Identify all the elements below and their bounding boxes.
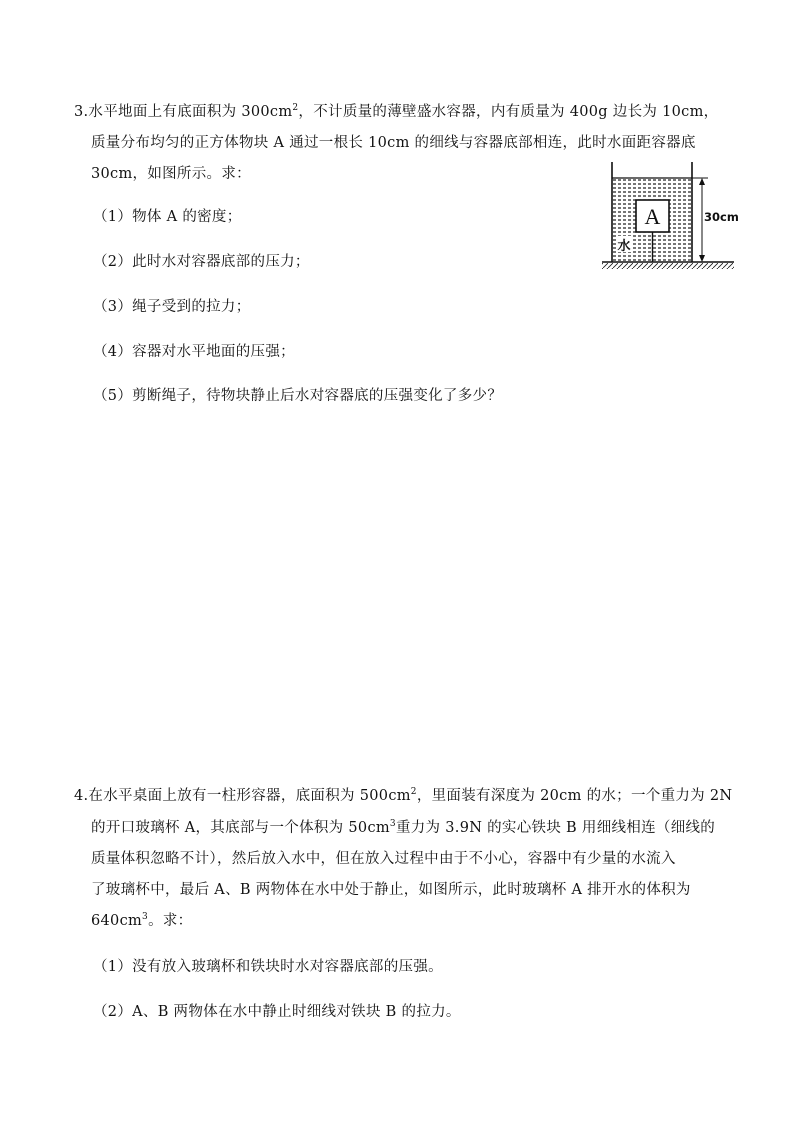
- q4-line-5-sup: 3: [142, 912, 149, 923]
- block-a-label: A: [644, 204, 661, 229]
- q4-line-2-text: 的开口玻璃杯 A，其底部与一个体积为 50cm: [91, 820, 390, 836]
- q3-line-1-text: 3.水平地面上有底面积为 300cm: [74, 104, 293, 120]
- depth-label: 30cm: [704, 210, 738, 224]
- q4-line-2: [91, 818, 715, 838]
- q4-sub-1: （1）没有放入玻璃杯和铁块时水对容器底部的压强。: [93, 959, 443, 975]
- ground-hatch: [602, 263, 734, 269]
- q4-line-4: 了玻璃杯中，最后 A、B 两物体在水中处于静止，如图所示，此时玻璃杯 A 排开水的体积为: [91, 882, 691, 898]
- q4-line-5: [91, 911, 192, 931]
- water-label: 水: [617, 239, 631, 254]
- q3-container-figure: [598, 158, 738, 270]
- q4-line-5-text: 640cm: [91, 913, 143, 929]
- q4-line-2-text-2: 重力为 3.9N 的实心铁块 B 用细线相连（细线的: [395, 820, 716, 836]
- q4-line-1-sup: 2: [410, 787, 417, 798]
- q4-line-5-text-2: 。求：: [148, 913, 193, 929]
- q3-sub-5: （5）剪断绳子，待物块静止后水对容器底的压强变化了多少？: [93, 388, 503, 404]
- q4-line-1-text-2: ，里面装有深度为 20cm 的水；一个重力为 2N: [416, 788, 733, 804]
- q3-line-3: 30cm，如图所示。求：: [91, 166, 251, 182]
- q4-line-1: [74, 786, 732, 806]
- dim-arrow-bottom: [699, 255, 705, 262]
- q4-line-1-text: 4.在水平桌面上放有一柱形容器，底面积为 500cm: [74, 788, 411, 804]
- q3-sub-1: （1）物体 A 的密度；: [93, 209, 242, 225]
- q3-sub-2: （2）此时水对容器底部的压力；: [93, 254, 310, 270]
- q3-sub-4: （4）容器对水平地面的压强；: [93, 344, 295, 360]
- q3-line-1-text-2: ，不计质量的薄壁盛水容器，内有质量为 400g 边长为 10cm，: [298, 104, 719, 120]
- q4-line-3: 质量体积忽略不计），然后放入水中，但在放入过程中由于不小心，容器中有少量的水流入: [91, 851, 676, 867]
- q3-line-1-sup: 2: [292, 103, 299, 114]
- q4-sub-2: （2）A、B 两物体在水中静止时细线对铁块 B 的拉力。: [93, 1004, 461, 1020]
- q3-sub-3: （3）绳子受到的拉力；: [93, 299, 251, 315]
- q3-line-1: [74, 102, 718, 122]
- q3-line-2: 质量分布均匀的正方体物块 A 通过一根长 10cm 的细线与容器底部相连，此时水面距容器底: [91, 135, 696, 151]
- q4-line-2-sup: 3: [389, 819, 396, 830]
- dim-arrow-top: [699, 178, 705, 185]
